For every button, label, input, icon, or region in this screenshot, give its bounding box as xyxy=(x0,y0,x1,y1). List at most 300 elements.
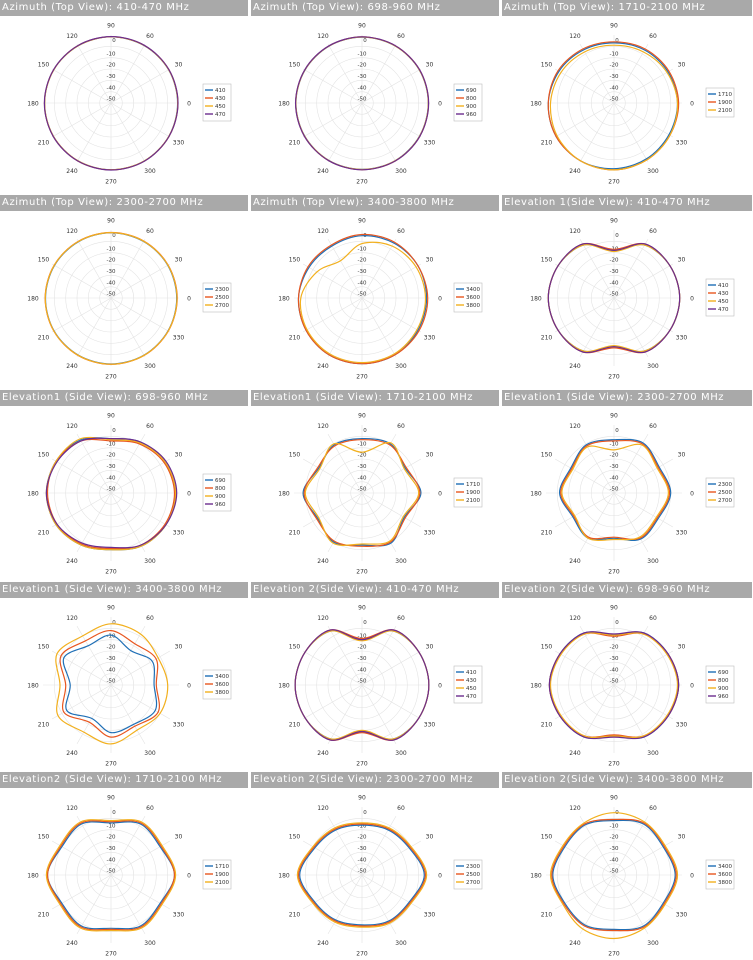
angle-tick-label: 0 xyxy=(438,100,442,108)
angle-tick-label: 210 xyxy=(288,721,301,729)
grid-spoke xyxy=(77,875,111,934)
angle-tick-label: 300 xyxy=(144,940,156,947)
grid-spoke xyxy=(614,103,648,162)
legend-entry: 430 xyxy=(466,678,477,684)
radial-tick-label: -20 xyxy=(357,452,367,459)
radial-tick-label: -10 xyxy=(609,51,619,58)
angle-tick-label: 60 xyxy=(397,423,405,430)
legend-entry: 3800 xyxy=(466,303,480,309)
grid-spoke xyxy=(555,103,614,137)
angle-tick-label: 30 xyxy=(677,256,686,264)
grid-spoke xyxy=(555,651,614,685)
angle-tick-label: 330 xyxy=(172,721,185,729)
angle-tick-label: 300 xyxy=(647,940,659,947)
angle-tick-label: 60 xyxy=(649,228,657,235)
angle-tick-label: 0 xyxy=(187,295,191,303)
angle-tick-label: 240 xyxy=(317,558,329,565)
polar-chart-panel xyxy=(0,195,248,381)
radial-tick-label: 0 xyxy=(363,38,367,44)
legend-entry: 1710 xyxy=(215,864,229,870)
angle-tick-label: 330 xyxy=(675,529,688,537)
legend-entry: 800 xyxy=(718,678,729,684)
radial-tick-label: -10 xyxy=(106,633,116,640)
angle-tick-label: 330 xyxy=(423,911,436,919)
legend-entry: 2300 xyxy=(718,482,732,488)
polar-chart-panel xyxy=(502,582,752,768)
polar-plot xyxy=(0,211,248,381)
legend-entry: 1900 xyxy=(466,490,480,496)
chart-title: Elevation 2(Side View): 698-960 MHz xyxy=(502,582,752,598)
radial-tick-label: -50 xyxy=(609,291,619,298)
angle-tick-label: 180 xyxy=(278,682,290,690)
radial-tick-label: -10 xyxy=(106,51,116,58)
angle-tick-label: 120 xyxy=(317,423,329,430)
legend-entry: 960 xyxy=(466,112,477,118)
grid-spoke xyxy=(303,651,362,685)
angle-tick-label: 120 xyxy=(66,615,78,622)
radial-tick-label: -50 xyxy=(357,96,367,103)
radial-tick-label: -20 xyxy=(609,257,619,264)
grid-spoke xyxy=(614,298,673,332)
angle-tick-label: 330 xyxy=(675,911,688,919)
angle-tick-label: 30 xyxy=(174,451,183,459)
radial-tick-label: -20 xyxy=(357,257,367,264)
legend-entry: 2700 xyxy=(718,498,732,504)
angle-tick-label: 150 xyxy=(288,643,301,651)
angle-tick-label: 330 xyxy=(423,139,436,147)
angle-tick-label: 240 xyxy=(66,750,78,757)
angle-tick-label: 0 xyxy=(187,490,191,498)
angle-tick-label: 180 xyxy=(27,682,39,690)
grid-spoke xyxy=(111,298,145,357)
angle-tick-label: 270 xyxy=(608,568,620,576)
radial-tick-label: 0 xyxy=(112,38,116,44)
polar-plot xyxy=(0,598,248,768)
polar-plot xyxy=(251,16,499,186)
radial-tick-label: 0 xyxy=(615,620,619,626)
radial-tick-label: -50 xyxy=(106,486,116,493)
radial-tick-label: 0 xyxy=(615,428,619,434)
legend-entry: 800 xyxy=(215,486,226,492)
radial-tick-label: -40 xyxy=(609,85,619,92)
grid-spoke xyxy=(362,685,396,744)
radial-tick-label: -30 xyxy=(357,846,367,852)
legend-entry: 900 xyxy=(718,686,729,692)
grid-spoke xyxy=(362,875,421,909)
angle-tick-label: 270 xyxy=(608,178,620,186)
grid-spoke xyxy=(303,841,362,875)
radial-tick-label: -10 xyxy=(609,246,619,253)
angle-tick-label: 270 xyxy=(105,760,117,768)
radial-tick-label: -50 xyxy=(106,96,116,103)
angle-tick-label: 0 xyxy=(690,682,694,690)
angle-tick-label: 270 xyxy=(356,950,368,958)
polar-chart-panel xyxy=(0,0,248,186)
radial-tick-label: -30 xyxy=(609,464,619,470)
radial-tick-label: -40 xyxy=(609,857,619,864)
radial-tick-label: -30 xyxy=(357,74,367,80)
radial-tick-label: -20 xyxy=(106,834,116,841)
grid-spoke xyxy=(362,298,396,357)
grid-spoke xyxy=(111,685,145,744)
radial-tick-label: -20 xyxy=(609,452,619,459)
radial-tick-label: -30 xyxy=(106,269,116,275)
legend-entry: 960 xyxy=(215,502,226,508)
angle-tick-label: 0 xyxy=(690,872,694,880)
legend-entry: 2300 xyxy=(466,864,480,870)
angle-tick-label: 330 xyxy=(675,334,688,342)
angle-tick-label: 300 xyxy=(395,940,407,947)
angle-tick-label: 210 xyxy=(540,139,553,147)
legend-entry: 430 xyxy=(718,291,729,297)
grid-spoke xyxy=(555,459,614,493)
radial-tick-label: -50 xyxy=(357,486,367,493)
angle-tick-label: 60 xyxy=(397,228,405,235)
radial-tick-label: -40 xyxy=(609,667,619,674)
legend-entry: 2100 xyxy=(718,108,732,114)
polar-plot xyxy=(251,406,499,576)
radial-tick-label: 0 xyxy=(363,810,367,816)
chart-title: Elevation 2(Side View): 410-470 MHz xyxy=(251,582,499,598)
grid-spoke xyxy=(111,103,145,162)
radial-tick-label: -40 xyxy=(357,280,367,287)
radial-tick-label: -10 xyxy=(357,246,367,253)
polar-chart-panel xyxy=(251,582,499,768)
legend-entry: 1900 xyxy=(215,872,229,878)
angle-tick-label: 240 xyxy=(317,363,329,370)
angle-tick-label: 240 xyxy=(317,940,329,947)
grid-spoke xyxy=(614,103,673,137)
legend-entry: 450 xyxy=(718,299,729,305)
grid-spoke xyxy=(362,841,421,875)
angle-tick-label: 90 xyxy=(610,604,618,612)
angle-tick-label: 120 xyxy=(317,615,329,622)
angle-tick-label: 60 xyxy=(146,423,154,430)
chart-title: Elevation 2(Side View): 2300-2700 MHz xyxy=(251,772,499,788)
legend-entry: 3600 xyxy=(215,682,229,688)
grid-spoke xyxy=(614,264,673,298)
radial-tick-label: 0 xyxy=(615,233,619,239)
angle-tick-label: 240 xyxy=(569,750,581,757)
angle-tick-label: 150 xyxy=(540,256,553,264)
grid-spoke xyxy=(77,298,111,357)
radial-tick-label: -20 xyxy=(609,62,619,69)
grid-spoke xyxy=(111,651,170,685)
legend-entry: 1710 xyxy=(718,92,732,98)
legend-entry: 410 xyxy=(718,283,729,289)
grid-spoke xyxy=(52,69,111,103)
polar-plot xyxy=(502,598,752,768)
radial-tick-label: -40 xyxy=(357,667,367,674)
grid-spoke xyxy=(52,103,111,137)
angle-tick-label: 270 xyxy=(356,373,368,381)
radial-tick-label: 0 xyxy=(112,233,116,239)
radial-tick-label: -10 xyxy=(357,823,367,830)
angle-tick-label: 90 xyxy=(107,217,115,225)
radial-tick-label: -40 xyxy=(106,667,116,674)
legend-entry: 960 xyxy=(718,694,729,700)
radial-tick-label: -10 xyxy=(357,633,367,640)
angle-tick-label: 330 xyxy=(675,139,688,147)
legend-entry: 2700 xyxy=(466,880,480,886)
radial-tick-label: -20 xyxy=(357,834,367,841)
grid-spoke xyxy=(362,103,421,137)
angle-tick-label: 210 xyxy=(288,911,301,919)
polar-chart-panel xyxy=(251,390,499,576)
radial-tick-label: -30 xyxy=(609,269,619,275)
legend-entry: 2500 xyxy=(466,872,480,878)
angle-tick-label: 270 xyxy=(608,950,620,958)
legend-entry: 3800 xyxy=(718,880,732,886)
radial-tick-label: -30 xyxy=(609,74,619,80)
angle-tick-label: 210 xyxy=(540,529,553,537)
legend-entry: 3600 xyxy=(466,295,480,301)
angle-tick-label: 330 xyxy=(172,334,185,342)
angle-tick-label: 180 xyxy=(27,100,39,108)
legend-entry: 1900 xyxy=(718,100,732,106)
legend-entry: 3600 xyxy=(718,872,732,878)
grid-spoke xyxy=(362,239,396,298)
angle-tick-label: 120 xyxy=(569,228,581,235)
angle-tick-label: 0 xyxy=(187,100,191,108)
polar-chart-panel xyxy=(0,772,248,958)
angle-tick-label: 240 xyxy=(66,363,78,370)
polar-plot xyxy=(251,211,499,381)
angle-tick-label: 210 xyxy=(288,334,301,342)
chart-title: Azimuth (Top View): 1710-2100 MHz xyxy=(502,0,752,16)
grid-spoke xyxy=(52,459,111,493)
grid-spoke xyxy=(303,103,362,137)
chart-title: Azimuth (Top View): 2300-2700 MHz xyxy=(0,195,248,211)
angle-tick-label: 60 xyxy=(397,33,405,40)
angle-tick-label: 150 xyxy=(37,643,50,651)
grid-spoke xyxy=(111,459,170,493)
angle-tick-label: 60 xyxy=(397,615,405,622)
polar-chart-panel xyxy=(251,195,499,381)
radial-tick-label: 0 xyxy=(363,620,367,626)
angle-tick-label: 150 xyxy=(288,833,301,841)
radial-tick-label: -50 xyxy=(357,678,367,685)
polar-plot xyxy=(251,788,499,958)
radial-tick-label: -30 xyxy=(609,846,619,852)
angle-tick-label: 330 xyxy=(675,721,688,729)
grid-spoke xyxy=(52,493,111,527)
angle-tick-label: 270 xyxy=(105,178,117,186)
angle-tick-label: 120 xyxy=(569,33,581,40)
angle-tick-label: 120 xyxy=(66,423,78,430)
grid-spoke xyxy=(614,69,673,103)
angle-tick-label: 180 xyxy=(27,295,39,303)
grid-spoke xyxy=(111,685,170,719)
legend-entry: 690 xyxy=(718,670,729,676)
angle-tick-label: 300 xyxy=(144,750,156,757)
angle-tick-label: 60 xyxy=(649,423,657,430)
grid-spoke xyxy=(580,103,614,162)
angle-tick-label: 180 xyxy=(278,872,290,880)
angle-tick-label: 180 xyxy=(27,872,39,880)
radial-tick-label: -50 xyxy=(106,868,116,875)
grid-spoke xyxy=(111,103,170,137)
angle-tick-label: 120 xyxy=(66,33,78,40)
radial-tick-label: -40 xyxy=(357,85,367,92)
angle-tick-label: 330 xyxy=(172,911,185,919)
polar-plot xyxy=(502,788,752,958)
angle-tick-label: 0 xyxy=(438,295,442,303)
angle-tick-label: 330 xyxy=(423,529,436,537)
polar-plot xyxy=(502,16,752,186)
radial-tick-label: -10 xyxy=(106,823,116,830)
polar-plot xyxy=(0,788,248,958)
angle-tick-label: 300 xyxy=(395,750,407,757)
radial-tick-label: -20 xyxy=(357,62,367,69)
angle-tick-label: 270 xyxy=(105,950,117,958)
angle-tick-label: 270 xyxy=(105,373,117,381)
angle-tick-label: 210 xyxy=(540,334,553,342)
polar-plot xyxy=(0,406,248,576)
radial-tick-label: 0 xyxy=(112,428,116,434)
angle-tick-label: 240 xyxy=(569,168,581,175)
radial-tick-label: -40 xyxy=(106,475,116,482)
angle-tick-label: 90 xyxy=(610,794,618,802)
angle-tick-label: 90 xyxy=(358,794,366,802)
legend-entry: 900 xyxy=(215,494,226,500)
angle-tick-label: 30 xyxy=(677,61,686,69)
angle-tick-label: 240 xyxy=(66,940,78,947)
angle-tick-label: 210 xyxy=(37,721,50,729)
polar-chart-panel xyxy=(251,772,499,958)
grid-spoke xyxy=(362,651,421,685)
radial-tick-label: -20 xyxy=(106,257,116,264)
radial-tick-label: -50 xyxy=(357,291,367,298)
angle-tick-label: 150 xyxy=(288,451,301,459)
angle-tick-label: 90 xyxy=(610,22,618,30)
radial-tick-label: 0 xyxy=(363,233,367,239)
radial-tick-label: -20 xyxy=(609,644,619,651)
chart-title: Elevation 2(Side View): 3400-3800 MHz xyxy=(502,772,752,788)
angle-tick-label: 180 xyxy=(278,295,290,303)
radial-tick-label: -10 xyxy=(609,441,619,448)
chart-title: Azimuth (Top View): 410-470 MHz xyxy=(0,0,248,16)
grid-spoke xyxy=(362,103,396,162)
radial-tick-label: -10 xyxy=(357,51,367,58)
angle-tick-label: 30 xyxy=(174,833,183,841)
angle-tick-label: 90 xyxy=(358,412,366,420)
angle-tick-label: 120 xyxy=(66,228,78,235)
angle-tick-label: 30 xyxy=(425,451,434,459)
angle-tick-label: 180 xyxy=(530,872,542,880)
grid-spoke xyxy=(111,44,145,103)
angle-tick-label: 150 xyxy=(37,61,50,69)
angle-tick-label: 240 xyxy=(317,750,329,757)
polar-chart-panel xyxy=(251,0,499,186)
angle-tick-label: 270 xyxy=(356,760,368,768)
radial-tick-label: -30 xyxy=(357,464,367,470)
angle-tick-label: 30 xyxy=(677,833,686,841)
radial-tick-label: -30 xyxy=(106,464,116,470)
angle-tick-label: 270 xyxy=(608,760,620,768)
angle-tick-label: 90 xyxy=(358,22,366,30)
radial-tick-label: -30 xyxy=(106,656,116,662)
chart-title: Elevation 1(Side View): 410-470 MHz xyxy=(502,195,752,211)
angle-tick-label: 210 xyxy=(37,529,50,537)
radial-tick-label: -40 xyxy=(106,85,116,92)
legend-entry: 2100 xyxy=(466,498,480,504)
grid-spoke xyxy=(362,298,421,332)
grid-spoke xyxy=(111,493,145,552)
chart-title: Azimuth (Top View): 3400-3800 MHz xyxy=(251,195,499,211)
angle-tick-label: 60 xyxy=(146,228,154,235)
angle-tick-label: 60 xyxy=(397,805,405,812)
angle-tick-label: 30 xyxy=(174,61,183,69)
radial-tick-label: -10 xyxy=(106,246,116,253)
grid-spoke xyxy=(111,69,170,103)
radial-tick-label: 0 xyxy=(615,810,619,816)
grid-spoke xyxy=(555,264,614,298)
grid-spoke xyxy=(303,264,362,298)
chart-title: Elevation2 (Side View): 1710-2100 MHz xyxy=(0,772,248,788)
angle-tick-label: 330 xyxy=(423,334,436,342)
grid-spoke xyxy=(111,626,145,685)
grid-spoke xyxy=(303,685,362,719)
radial-tick-label: -30 xyxy=(357,656,367,662)
angle-tick-label: 60 xyxy=(649,33,657,40)
radial-tick-label: 0 xyxy=(615,38,619,44)
polar-chart-panel xyxy=(502,195,752,381)
grid-spoke xyxy=(362,685,421,719)
grid-spoke xyxy=(52,264,111,298)
angle-tick-label: 0 xyxy=(438,682,442,690)
chart-title: Azimuth (Top View): 698-960 MHz xyxy=(251,0,499,16)
angle-tick-label: 210 xyxy=(37,334,50,342)
grid-spoke xyxy=(555,298,614,332)
grid-spoke xyxy=(555,685,614,719)
radial-tick-label: -30 xyxy=(106,74,116,80)
chart-title: Elevation1 (Side View): 2300-2700 MHz xyxy=(502,390,752,406)
grid-spoke xyxy=(362,264,421,298)
radial-tick-label: -30 xyxy=(106,846,116,852)
angle-tick-label: 60 xyxy=(146,615,154,622)
grid-spoke xyxy=(362,69,421,103)
radial-tick-label: -20 xyxy=(609,834,619,841)
radial-tick-label: -20 xyxy=(106,62,116,69)
angle-tick-label: 150 xyxy=(37,833,50,841)
legend-entry: 470 xyxy=(718,307,729,313)
angle-tick-label: 150 xyxy=(37,451,50,459)
grid-spoke xyxy=(614,239,648,298)
legend-entry: 3400 xyxy=(718,864,732,870)
angle-tick-label: 90 xyxy=(358,604,366,612)
legend-entry: 2100 xyxy=(215,880,229,886)
angle-tick-label: 300 xyxy=(647,558,659,565)
angle-tick-label: 120 xyxy=(317,805,329,812)
polar-plot xyxy=(502,211,752,381)
radial-tick-label: 0 xyxy=(363,428,367,434)
legend-entry: 410 xyxy=(215,88,226,94)
angle-tick-label: 0 xyxy=(438,490,442,498)
angle-tick-label: 120 xyxy=(569,615,581,622)
legend-entry: 3400 xyxy=(466,287,480,293)
angle-tick-label: 90 xyxy=(107,22,115,30)
angle-tick-label: 0 xyxy=(690,295,694,303)
grid-spoke xyxy=(614,493,648,552)
grid-spoke xyxy=(328,298,362,357)
angle-tick-label: 90 xyxy=(610,412,618,420)
angle-tick-label: 30 xyxy=(174,643,183,651)
angle-tick-label: 30 xyxy=(677,451,686,459)
grid-spoke xyxy=(555,69,614,103)
grid-spoke xyxy=(52,298,111,332)
angle-tick-label: 240 xyxy=(317,168,329,175)
